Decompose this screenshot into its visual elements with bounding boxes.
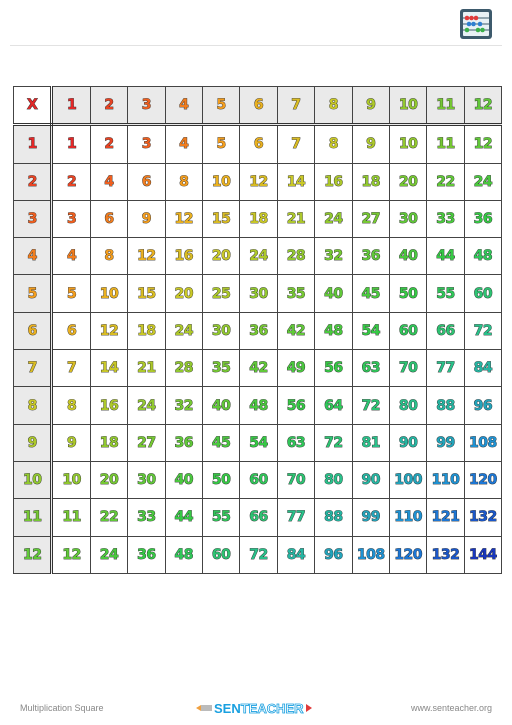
product-cell: 24 [128, 387, 165, 424]
corner-cell: X [14, 87, 52, 125]
product-cell: 55 [427, 275, 464, 312]
brand-logo [196, 698, 313, 718]
product-cell: 36 [128, 536, 165, 573]
table-row [14, 424, 502, 461]
product-cell: 132 [464, 499, 501, 536]
row-header-cell: 9 [14, 424, 52, 461]
product-cell: 4 [90, 163, 127, 200]
product-cell: 120 [389, 536, 426, 573]
product-cell: 108 [352, 536, 389, 573]
row-header-cell: 1 [14, 125, 52, 163]
product-cell: 66 [240, 499, 277, 536]
product-cell: 11 [427, 125, 464, 163]
product-cell: 9 [128, 200, 165, 237]
table-row [14, 312, 502, 349]
product-cell: 9 [352, 125, 389, 163]
product-cell: 5 [202, 125, 239, 163]
product-cell: 36 [165, 424, 202, 461]
product-cell: 32 [165, 387, 202, 424]
column-header-cell: 7 [277, 87, 314, 125]
product-cell: 63 [277, 424, 314, 461]
column-header-cell: 4 [165, 87, 202, 125]
product-cell: 7 [52, 350, 90, 387]
product-cell: 14 [277, 163, 314, 200]
row-header-cell: 11 [14, 499, 52, 536]
product-cell: 6 [52, 312, 90, 349]
abacus-icon [459, 8, 493, 40]
product-cell: 60 [202, 536, 239, 573]
product-cell: 96 [464, 387, 501, 424]
product-cell: 20 [389, 163, 426, 200]
product-cell: 108 [464, 424, 501, 461]
product-cell: 18 [352, 163, 389, 200]
product-cell: 9 [52, 424, 90, 461]
column-header-cell: 9 [352, 87, 389, 125]
product-cell: 54 [352, 312, 389, 349]
product-cell: 45 [352, 275, 389, 312]
product-cell: 81 [352, 424, 389, 461]
product-cell: 55 [202, 499, 239, 536]
product-cell: 64 [315, 387, 352, 424]
product-cell: 16 [90, 387, 127, 424]
product-cell: 72 [315, 424, 352, 461]
header-row [14, 87, 502, 125]
column-header-cell: 6 [240, 87, 277, 125]
top-divider [10, 45, 502, 46]
product-cell: 10 [202, 163, 239, 200]
row-header-cell: 2 [14, 163, 52, 200]
product-cell: 63 [352, 350, 389, 387]
product-cell: 12 [90, 312, 127, 349]
product-cell: 7 [277, 125, 314, 163]
product-cell: 42 [277, 312, 314, 349]
product-cell: 110 [389, 499, 426, 536]
product-cell: 35 [277, 275, 314, 312]
product-cell: 48 [240, 387, 277, 424]
table-row [14, 387, 502, 424]
product-cell: 45 [202, 424, 239, 461]
row-header-cell: 10 [14, 461, 52, 498]
product-cell: 18 [128, 312, 165, 349]
product-cell: 21 [128, 350, 165, 387]
footer-website: www.senteacher.org [410, 703, 492, 713]
product-cell: 36 [240, 312, 277, 349]
product-cell: 12 [165, 200, 202, 237]
product-cell: 121 [427, 499, 464, 536]
product-cell: 15 [202, 200, 239, 237]
product-cell: 48 [165, 536, 202, 573]
table-row [14, 163, 502, 200]
product-cell: 24 [90, 536, 127, 573]
row-header-cell: 6 [14, 312, 52, 349]
product-cell: 33 [128, 499, 165, 536]
product-cell: 20 [165, 275, 202, 312]
product-cell: 30 [128, 461, 165, 498]
product-cell: 10 [52, 461, 90, 498]
product-cell: 44 [165, 499, 202, 536]
product-cell: 24 [165, 312, 202, 349]
product-cell: 42 [240, 350, 277, 387]
product-cell: 96 [315, 536, 352, 573]
product-cell: 72 [464, 312, 501, 349]
row-header-cell: 4 [14, 238, 52, 275]
row-header-cell: 12 [14, 536, 52, 573]
product-cell: 18 [90, 424, 127, 461]
product-cell: 8 [90, 238, 127, 275]
brand-teacher: TEACHER [240, 700, 304, 716]
product-cell: 90 [389, 424, 426, 461]
product-cell: 40 [165, 461, 202, 498]
product-cell: 90 [352, 461, 389, 498]
product-cell: 40 [202, 387, 239, 424]
product-cell: 22 [90, 499, 127, 536]
column-header-cell: 2 [90, 87, 127, 125]
product-cell: 60 [240, 461, 277, 498]
product-cell: 1 [52, 125, 90, 163]
product-cell: 25 [202, 275, 239, 312]
product-cell: 12 [464, 125, 501, 163]
product-cell: 80 [315, 461, 352, 498]
multiplication-table [13, 86, 502, 574]
product-cell: 32 [315, 238, 352, 275]
product-cell: 24 [464, 163, 501, 200]
pencil-icon [196, 703, 212, 713]
product-cell: 28 [165, 350, 202, 387]
product-cell: 27 [128, 424, 165, 461]
product-cell: 28 [277, 238, 314, 275]
product-cell: 48 [464, 238, 501, 275]
product-cell: 8 [165, 163, 202, 200]
product-cell: 5 [52, 275, 90, 312]
product-cell: 14 [90, 350, 127, 387]
product-cell: 120 [464, 461, 501, 498]
table-row [14, 238, 502, 275]
row-header-cell: 5 [14, 275, 52, 312]
table-row [14, 275, 502, 312]
product-cell: 6 [128, 163, 165, 200]
product-cell: 80 [389, 387, 426, 424]
product-cell: 18 [240, 200, 277, 237]
product-cell: 4 [165, 125, 202, 163]
product-cell: 50 [389, 275, 426, 312]
product-cell: 33 [427, 200, 464, 237]
product-cell: 21 [277, 200, 314, 237]
product-cell: 40 [315, 275, 352, 312]
product-cell: 6 [240, 125, 277, 163]
product-cell: 35 [202, 350, 239, 387]
product-cell: 54 [240, 424, 277, 461]
product-cell: 22 [427, 163, 464, 200]
product-cell: 84 [464, 350, 501, 387]
product-cell: 84 [277, 536, 314, 573]
product-cell: 10 [389, 125, 426, 163]
product-cell: 27 [352, 200, 389, 237]
product-cell: 36 [352, 238, 389, 275]
product-cell: 16 [165, 238, 202, 275]
table-row [14, 125, 502, 163]
table-row [14, 350, 502, 387]
product-cell: 40 [389, 238, 426, 275]
row-header-cell: 3 [14, 200, 52, 237]
product-cell: 2 [90, 125, 127, 163]
product-cell: 56 [277, 387, 314, 424]
product-cell: 30 [389, 200, 426, 237]
product-cell: 77 [277, 499, 314, 536]
column-header-cell: 8 [315, 87, 352, 125]
product-cell: 72 [240, 536, 277, 573]
product-cell: 50 [202, 461, 239, 498]
product-cell: 20 [202, 238, 239, 275]
product-cell: 30 [240, 275, 277, 312]
column-header-cell: 5 [202, 87, 239, 125]
product-cell: 15 [128, 275, 165, 312]
column-header-cell: 10 [389, 87, 426, 125]
product-cell: 44 [427, 238, 464, 275]
table-row [14, 461, 502, 498]
product-cell: 60 [389, 312, 426, 349]
product-cell: 66 [427, 312, 464, 349]
product-cell: 70 [277, 461, 314, 498]
product-cell: 144 [464, 536, 501, 573]
product-cell: 56 [315, 350, 352, 387]
product-cell: 8 [52, 387, 90, 424]
column-header-cell: 11 [427, 87, 464, 125]
product-cell: 12 [128, 238, 165, 275]
product-cell: 12 [240, 163, 277, 200]
footer-title: Multiplication Square [20, 703, 104, 713]
product-cell: 100 [389, 461, 426, 498]
product-cell: 24 [240, 238, 277, 275]
product-cell: 20 [90, 461, 127, 498]
product-cell: 3 [52, 200, 90, 237]
product-cell: 132 [427, 536, 464, 573]
brand-mark-icon [305, 703, 313, 713]
product-cell: 72 [352, 387, 389, 424]
product-cell: 24 [315, 200, 352, 237]
row-header-cell: 7 [14, 350, 52, 387]
product-cell: 4 [52, 238, 90, 275]
product-cell: 88 [315, 499, 352, 536]
product-cell: 8 [315, 125, 352, 163]
column-header-cell: 12 [464, 87, 501, 125]
product-cell: 99 [427, 424, 464, 461]
product-cell: 99 [352, 499, 389, 536]
column-header-cell: 1 [52, 87, 90, 125]
table-row [14, 200, 502, 237]
table-row [14, 499, 502, 536]
product-cell: 49 [277, 350, 314, 387]
product-cell: 16 [315, 163, 352, 200]
product-cell: 11 [52, 499, 90, 536]
product-cell: 36 [464, 200, 501, 237]
product-cell: 30 [202, 312, 239, 349]
product-cell: 6 [90, 200, 127, 237]
product-cell: 2 [52, 163, 90, 200]
table-row [14, 536, 502, 573]
product-cell: 3 [128, 125, 165, 163]
brand-sen: SEN [214, 700, 241, 716]
product-cell: 110 [427, 461, 464, 498]
product-cell: 70 [389, 350, 426, 387]
product-cell: 48 [315, 312, 352, 349]
product-cell: 77 [427, 350, 464, 387]
product-cell: 12 [52, 536, 90, 573]
column-header-cell: 3 [128, 87, 165, 125]
product-cell: 60 [464, 275, 501, 312]
product-cell: 88 [427, 387, 464, 424]
product-cell: 10 [90, 275, 127, 312]
row-header-cell: 8 [14, 387, 52, 424]
